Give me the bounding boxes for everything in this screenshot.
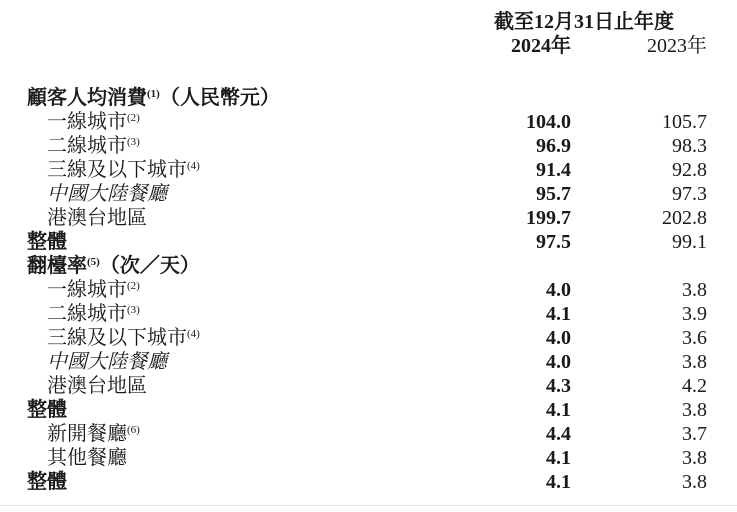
value-2024: 4.3 — [546, 375, 571, 397]
table-row — [0, 446, 737, 470]
table-row — [0, 374, 737, 398]
row-label-suffix: （次／天） — [99, 255, 200, 277]
row-label — [0, 134, 471, 158]
table-row — [0, 326, 737, 350]
value-2024: 4.0 — [546, 279, 571, 301]
row-label — [0, 182, 471, 206]
row-label — [0, 470, 471, 494]
row-label-text: 三線及以下城市 — [47, 327, 187, 349]
value-2024: 95.7 — [536, 183, 571, 205]
value-2023: 3.8 — [682, 279, 707, 301]
value-2024 — [471, 254, 601, 278]
value-2024: 4.1 — [546, 303, 571, 325]
value-2023: 3.8 — [682, 447, 707, 469]
table-row — [0, 302, 737, 326]
row-label — [0, 302, 471, 326]
value-2023: 202.8 — [662, 207, 707, 229]
value-2023: 98.3 — [672, 135, 707, 157]
value-2024: 4.0 — [546, 327, 571, 349]
page-bottom-rule — [0, 505, 737, 506]
value-2023: 3.7 — [682, 423, 707, 445]
value-2023: 3.9 — [682, 303, 707, 325]
column-header-2024: 2024年 — [511, 35, 571, 57]
value-2024: 4.1 — [546, 471, 571, 493]
footnote-marker: (6) — [127, 424, 140, 436]
row-label — [0, 254, 471, 278]
value-2024: 97.5 — [536, 231, 571, 253]
table-row — [0, 158, 737, 182]
footnote-marker: (3) — [127, 304, 140, 316]
value-2023: 3.8 — [682, 471, 707, 493]
value-2024: 199.7 — [526, 207, 571, 229]
period-title: 截至12月31日止年度 — [494, 11, 674, 33]
row-label-text: 整體 — [27, 231, 67, 253]
value-2024: 4.1 — [546, 447, 571, 469]
table-row — [0, 230, 737, 254]
table-header — [0, 10, 737, 58]
row-label-text: 顧客人均消費 — [27, 87, 147, 109]
value-2023 — [601, 86, 737, 110]
table-row — [0, 206, 737, 230]
row-label-text: 整體 — [27, 399, 67, 421]
value-2024 — [471, 86, 601, 110]
row-label-text: 整體 — [27, 471, 67, 493]
value-2023: 4.2 — [682, 375, 707, 397]
table-row — [0, 278, 737, 302]
value-2023: 3.8 — [682, 399, 707, 421]
value-2023: 3.6 — [682, 327, 707, 349]
row-label-text: 翻檯率 — [27, 255, 87, 277]
row-label-text: 三線及以下城市 — [47, 159, 187, 181]
value-2024: 4.0 — [546, 351, 571, 373]
column-header-spacer — [0, 34, 471, 58]
value-2024: 96.9 — [536, 135, 571, 157]
footnote-marker: (2) — [127, 112, 140, 124]
value-2023: 92.8 — [672, 159, 707, 181]
value-2024: 4.1 — [546, 399, 571, 421]
footnote-marker: (4) — [187, 160, 200, 172]
table-row — [0, 470, 737, 494]
column-headers — [0, 34, 737, 58]
row-label-text: 二線城市 — [47, 135, 127, 157]
value-2023: 3.8 — [682, 351, 707, 373]
column-header-2023: 2023年 — [647, 35, 707, 57]
row-label-text: 新開餐廳 — [47, 423, 127, 445]
footnote-marker: (2) — [127, 280, 140, 292]
row-label — [0, 422, 471, 446]
row-label — [0, 110, 471, 134]
value-2024: 104.0 — [526, 111, 571, 133]
row-label — [0, 398, 471, 422]
row-label-text: 中國大陸餐廳 — [47, 351, 167, 373]
row-label — [0, 230, 471, 254]
value-2024: 4.4 — [546, 423, 571, 445]
footnote-marker: (3) — [127, 136, 140, 148]
value-2024: 91.4 — [536, 159, 571, 181]
table-row — [0, 398, 737, 422]
value-2023: 99.1 — [672, 231, 707, 253]
value-2023: 97.3 — [672, 183, 707, 205]
row-label-text: 港澳台地區 — [47, 375, 147, 397]
row-label-text: 其他餐廳 — [47, 447, 127, 469]
row-label — [0, 350, 471, 374]
row-label — [0, 326, 471, 350]
row-label-suffix: （人民幣元） — [159, 87, 280, 109]
row-label-text: 二線城市 — [47, 303, 127, 325]
value-2023 — [601, 254, 737, 278]
row-label — [0, 158, 471, 182]
row-label — [0, 206, 471, 230]
table-row — [0, 254, 737, 278]
table-row — [0, 350, 737, 374]
table-row — [0, 110, 737, 134]
footnote-marker: (5) — [87, 256, 100, 268]
row-label-text: 中國大陸餐廳 — [47, 183, 167, 205]
footnote-marker: (1) — [147, 88, 160, 100]
row-label — [0, 446, 471, 470]
value-2023: 105.7 — [662, 111, 707, 133]
row-label-text: 港澳台地區 — [47, 207, 147, 229]
row-label-text: 一線城市 — [47, 111, 127, 133]
table-row — [0, 134, 737, 158]
row-label — [0, 278, 471, 302]
table-row — [0, 86, 737, 110]
metrics-table — [0, 86, 737, 494]
row-label — [0, 86, 471, 110]
row-label-text: 一線城市 — [47, 279, 127, 301]
table-row — [0, 422, 737, 446]
row-label — [0, 374, 471, 398]
table-row — [0, 182, 737, 206]
footnote-marker: (4) — [187, 328, 200, 340]
